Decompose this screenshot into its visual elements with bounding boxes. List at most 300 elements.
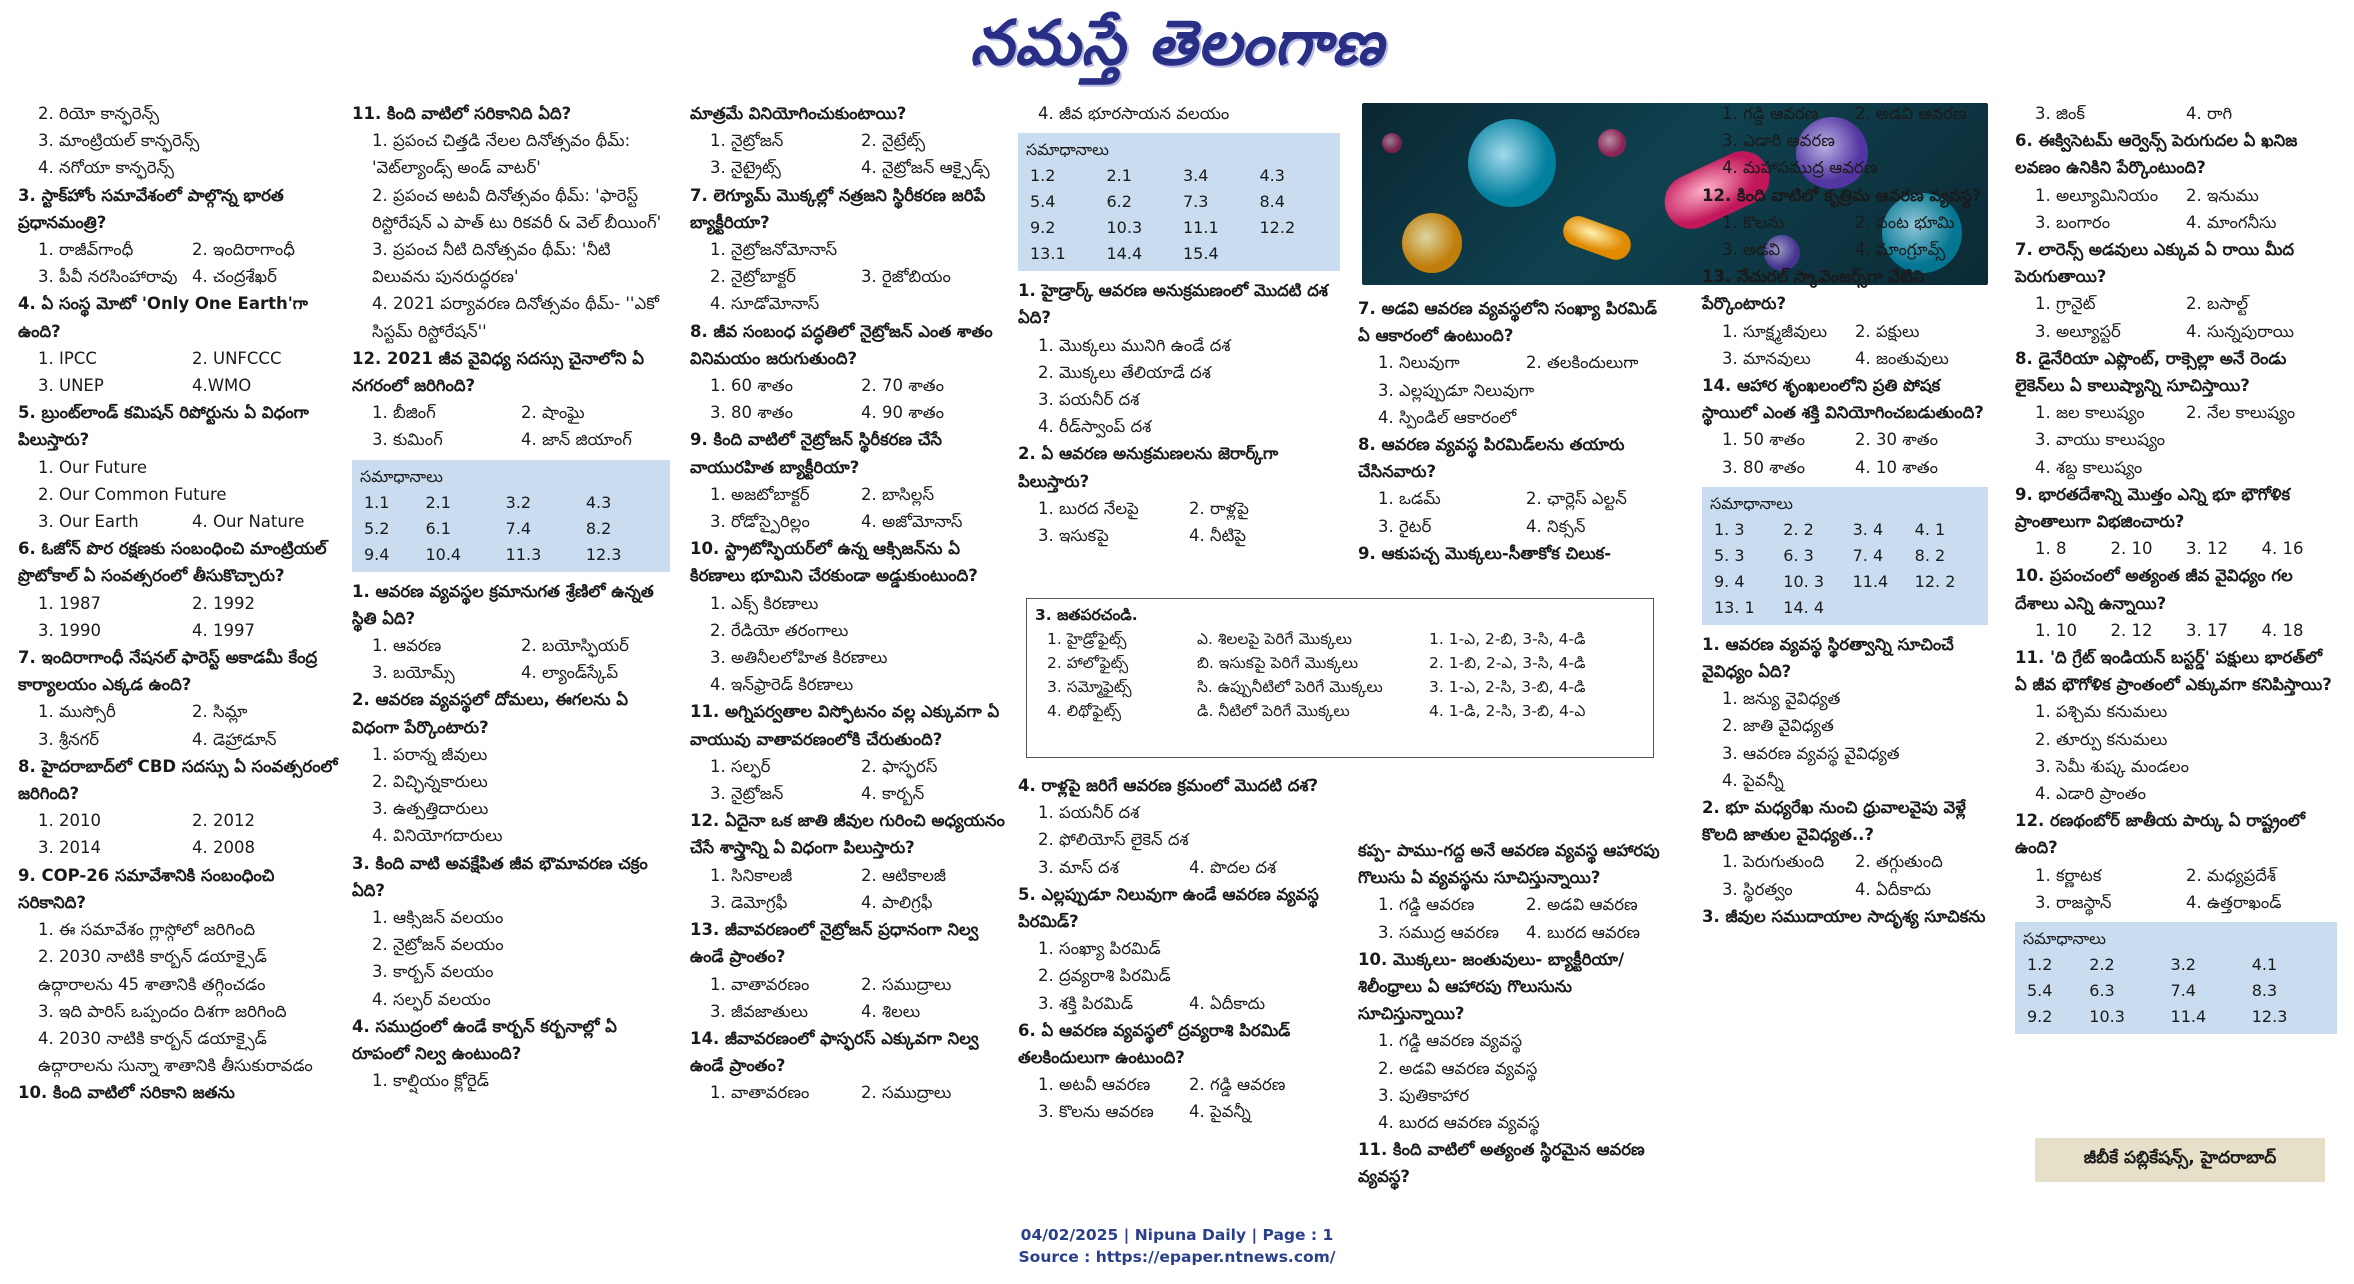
option-text: 3. శ్రీనగర్ (38, 729, 100, 749)
option-text: 3. కుమింగ్ (372, 430, 443, 450)
answer-key-cell (1911, 595, 1980, 621)
question-text: 2. ఏ ఆవరణ అనుక్రమణలను జెరార్క్‌గా పిలుస్తారు? (1018, 444, 1279, 491)
option-text: 2. విచ్ఛిన్నకారులు (372, 772, 488, 792)
answer-key-title: సమాధానాలు (1026, 140, 1109, 160)
question-text: 12. కింది వాటిలో కృత్రిమ ఆవరణ వ్యవస్థ? (1702, 185, 1982, 205)
option-text: 2. ఇందిరాగాంధీ (192, 240, 295, 260)
option-text: 1. పశ్చిమ కనుమలు (2035, 702, 2168, 722)
match-options-list (1417, 627, 1629, 723)
answer-key-cell: 4.3 (585, 492, 612, 512)
option-text: 2. పక్షులు (1855, 321, 1920, 341)
answer-key-cell: 11.3 (505, 544, 542, 564)
option-text: 3. అతినీలలోహిత కిరణాలు (710, 648, 888, 668)
answer-key-row (1710, 569, 1980, 595)
option-text: 1. సూక్ష్మజీవులు (1722, 321, 1828, 341)
match-item: 2. హాలోఫైట్స్ (1047, 654, 1129, 672)
option-text: 2. 70 శాతం (861, 376, 944, 396)
option-text: 1. సంఖ్యా పిరమిడ్ (1038, 939, 1161, 959)
option-text: 2. 30 శాతం (1855, 430, 1938, 450)
option-text: 1. గ్రానైట్ (2035, 294, 2096, 314)
question-text: 7. అడవి ఆవరణ వ్యవస్థలోని సంఖ్యా పిరమిడ్ ఏ ఆకారంలో ఉంటుంది? (1358, 299, 1657, 346)
option-row (2035, 617, 2337, 644)
option-text: 4. ఇన్‌ఫ్రారెడ్ కిరణాలు (710, 675, 854, 695)
option-text: 3. బంగారం (2035, 212, 2111, 232)
answer-key-cell: 14.4 (1106, 244, 1143, 264)
option-text: 4. 1997 (192, 620, 255, 640)
option-text: 3. కార్బన్ వలయం (372, 962, 494, 982)
option-row (2035, 209, 2337, 236)
question-text: 9. కింది వాటిలో నైట్రోజన్ స్థిరీకరణ చేసే వాయురహిత బ్యాక్టీరియా? (690, 430, 942, 477)
option-text: 1. 50 శాతం (1722, 430, 1805, 450)
match-item: 1. 1-ఎ, 2-బి, 3-సి, 4-డి (1429, 630, 1586, 648)
option-text: 4. మహాసముద్ర ఆవరణ (1722, 158, 1878, 178)
column-4-bottom (1018, 772, 1340, 1140)
option-text: 2. నైట్రోజన్ వలయం (372, 935, 504, 955)
answer-key-cell: 7. 4 (1852, 545, 1884, 565)
option-text: 3. పుతికాహార (1378, 1085, 1469, 1105)
answer-key-row (1710, 543, 1980, 569)
column-2 (352, 100, 670, 1140)
option-row (38, 508, 346, 535)
question-text: 9. COP-26 సమావేశానికి సంబంధించి సరికానిది? (18, 865, 275, 912)
answer-key-row (1026, 189, 1332, 215)
answer-key-row (1026, 241, 1332, 267)
option-text: 4. 16 (2261, 539, 2304, 559)
option-text: 3. మాంట్రియల్ కాన్ఫరెన్స్ (38, 131, 200, 151)
option-row (38, 263, 346, 290)
option-row (710, 862, 1012, 889)
option-text: 1. Our Future (38, 457, 148, 477)
option-text: 3. బయోమ్స్ (372, 663, 455, 683)
option-text: 1. మొక్కలు మునిగి ఉండే దశ (1038, 335, 1231, 355)
answer-key-cell: 6. 3 (1783, 545, 1814, 565)
answer-key-title: సమాధానాలు (2023, 929, 2106, 949)
option-row (38, 590, 346, 617)
question-text: 11. 'ది గ్రేట్ ఇండియన్ బస్టర్డ్' పక్షులు భారత్‌లో ఏ జీవ భౌగోళిక ప్రాంతంలో ఎక్కువగా కనిపిస్తాయి? (2015, 648, 2332, 695)
option-text: 4. ల్యాండ్‌స్కేప్ (521, 663, 619, 683)
option-text: 1. వాతావరణం (710, 1083, 810, 1103)
option-text: 1. అల్యూమినియం (2035, 185, 2159, 205)
column-3 (690, 100, 1012, 1140)
option-text: 3. ఎల్లప్పుడూ నిలువుగా (1378, 380, 1535, 400)
question-text: 8. ఆవరణ వ్యవస్థ పిరమిడ్‌లను తయారు చేసినవారు? (1358, 435, 1625, 482)
option-row (1722, 100, 1988, 127)
option-text: 4. పైవన్నీ (1189, 1102, 1251, 1122)
option-text: 1. జల కాలుష్యం (2035, 403, 2145, 423)
option-text: 4. బురద ఆవరణ (1526, 922, 1641, 942)
option-text: 2. 12 (2110, 620, 2153, 640)
option-text: 4. ఏదీకాదు (1855, 879, 1932, 899)
answer-key-title: సమాధానాలు (360, 466, 443, 486)
answer-key-cell: 4. 1 (1914, 519, 1946, 539)
option-row (38, 372, 346, 399)
option-text: 4. మాంగనీసు (2186, 212, 2277, 232)
option-row (710, 998, 1012, 1025)
match-item: సి. ఉప్పునీటిలో పెరిగే మొక్కలు (1197, 678, 1383, 696)
option-row (710, 889, 1012, 916)
option-text: 4. ఉత్తరాఖండ్ (2186, 892, 2282, 912)
option-text: 1. పెరుగుతుంది (1722, 852, 1825, 872)
option-row (2035, 535, 2337, 562)
answer-key-cell: 5.4 (2027, 981, 2053, 1001)
answer-key-cell: 6.1 (425, 518, 451, 538)
option-text: 1. రాజీవ్‌గాంధీ (38, 240, 134, 260)
option-text: 3. నైట్రైట్స్ (710, 158, 781, 178)
option-text: 2. UNFCCC (192, 348, 282, 368)
option-text: 2. నైట్రేట్స్ (861, 131, 926, 151)
option-text: 4. 2030 నాటికి కార్బన్ డయాక్సైడ్ ఉద్గారాలను సున్నా శాతానికి తీసుకురావడం (38, 1028, 313, 1076)
option-text: 3. ఇసుకపై (1038, 526, 1109, 546)
match-title: 3. జతపరచండి. (1035, 606, 1138, 624)
answer-key-cell: 9.2 (1030, 218, 1056, 238)
option-text: 2. అడవి ఆవరణ (1526, 895, 1638, 915)
option-text: 3. సముద్ర ఆవరణ (1378, 922, 1499, 942)
option-text: 3. రైజోబియం (861, 267, 951, 287)
answer-key-cell: 11.4 (2170, 1007, 2207, 1027)
option-text: 4. జీవ భూరసాయన వలయం (1038, 104, 1230, 123)
match-item: 2. 1-బి, 2-ఎ, 3-సి, 4-డి (1429, 654, 1586, 672)
option-row (1038, 990, 1340, 1017)
option-row (710, 399, 1012, 426)
answer-key-cell: 2.2 (2089, 955, 2115, 975)
answer-key-table (360, 490, 662, 568)
question-text: 9. ఆకుపచ్చ మొక్కలు-సీతాకోక చిలుక- (1358, 543, 1612, 563)
option-text: 1. సల్ఫర్ (710, 756, 771, 776)
option-text: 2. తలకిందులుగా (1526, 353, 1639, 373)
option-text: 1. 60 శాతం (710, 376, 793, 396)
answer-key-cell: 5.2 (364, 518, 390, 538)
question-text: 2. భూ మధ్యరేఖ నుంచి ధ్రువాలవైపు వెళ్లే కొలది జాతుల వైవిధ్యత..? (1702, 798, 1966, 845)
option-text: 3. Our Earth (38, 512, 139, 532)
answer-key-cell: 2. 2 (1783, 519, 1814, 539)
question-text: 1. ఆవరణ వ్యవస్థ స్థిరత్వాన్ని సూచించే వైవిధ్యం ఏది? (1702, 634, 1954, 682)
option-text: 4. 2008 (192, 838, 255, 858)
option-text: 3. UNEP (38, 376, 104, 396)
answer-key-cell: 5. 3 (1714, 545, 1745, 565)
option-text: 3. డెమోగ్రఫీ (710, 892, 788, 912)
option-row (38, 236, 346, 263)
answer-key-cell: 7.4 (505, 518, 532, 538)
option-text: 4. ఎడారి ప్రాంతం (2035, 784, 2146, 804)
question-text: 7. లెగ్యూమ్ మొక్కల్లో నత్రజని స్థిరీకరణ జరిపే బ్యాక్టీరియా? (690, 185, 986, 232)
match-question-box (1026, 598, 1654, 758)
option-text: 1. IPCC (38, 348, 97, 368)
option-row (2035, 182, 2337, 209)
option-text: 4. సల్ఫర్ వలయం (372, 989, 491, 1009)
option-text: 4. 18 (2261, 620, 2304, 640)
answer-key-cell (1849, 595, 1911, 621)
option-row (1722, 236, 1988, 263)
question-text: 10. మొక్కలు- జంతువులు- బ్యాక్టీరియా/శిలీంధ్రాలు ఏ ఆహారపు గొలుసును సూచిస్తున్నాయి? (1358, 949, 1625, 1024)
question-text: 12. రణథంబోర్ జాతీయ పార్కు ఏ రాష్ట్రంలో ఉంది? (2015, 811, 2306, 858)
answer-key-box (1018, 133, 1340, 271)
question-text: 7. ఇందిరాగాంధీ నేషనల్ ఫారెస్ట్ అకాడమీ కేంద్ర కార్యాలయం ఎక్కడ ఉంది? (18, 648, 318, 695)
answer-key-cell: 6.2 (1106, 192, 1132, 212)
question-text: 14. జీవావరణంలో ఫాస్ఫరస్ ఎక్కువగా నిల్వ ఉండే ప్రాంతం? (690, 1028, 979, 1076)
answer-key-cell: 4.3 (1259, 166, 1285, 186)
option-row (372, 426, 670, 453)
option-text: 4. పొదల దశ (1189, 857, 1277, 877)
option-text: 1. 2010 (38, 811, 101, 831)
option-text: 2. జాతి వైవిధ్యత (1722, 716, 1834, 736)
question-text: 2. ఆవరణ వ్యవస్థలో దోమలు, ఈగలను ఏ విధంగా పేర్కొంటారు? (352, 690, 629, 737)
answer-key-cell: 6.3 (2089, 981, 2115, 1001)
option-row (38, 617, 346, 644)
question-text: 10. కింది వాటిలో సరికాని జతను (18, 1083, 235, 1103)
match-mid-list (1197, 627, 1417, 723)
question-text: 14. ఆహార శృంఖలంలోని ప్రతి పోషక స్థాయిలో ఎంత శక్తి వినియోగించబడుతుంది? (1702, 376, 1984, 423)
option-text: 4. సూడోమోనాస్ (710, 294, 820, 314)
option-text: 2. సిమ్లా (192, 702, 248, 722)
option-text: 4. రీడ్‌స్వాంప్ దశ (1038, 417, 1152, 437)
option-text: 2. 2030 నాటికి కార్బన్ డయాక్సైడ్ ఉద్గారాలను 45 శాతానికి తగ్గించడం (38, 947, 267, 994)
option-text: 2. ప్రపంచ అటవీ దినోత్సవం థీమ్: 'ఫారెస్ట్ రిస్టోరేషన్ ఎ పాత్ టు రికవరీ & వెల్ బీయింగ్' (372, 185, 662, 232)
option-row (1038, 1071, 1340, 1098)
answer-key-cell: 8.2 (585, 518, 612, 538)
option-text: 1. అటవీ ఆవరణ (1038, 1075, 1151, 1095)
option-row (710, 481, 1012, 508)
question-text: 9. భారతదేశాన్ని మొత్తం ఎన్ని భూ భౌగోళిక ప్రాంతాలుగా విభజించారు? (2015, 484, 2291, 532)
option-text: 3. 80 శాతం (1722, 457, 1805, 477)
option-text: 2. మధ్యప్రదేశ్ (2186, 865, 2276, 885)
option-row (710, 508, 1012, 535)
option-text: 1. ఒడమ్ (1378, 489, 1441, 509)
question-text: 13. జీవావరణంలో నైట్రోజన్ ప్రధానంగా నిల్వ ఉండే ప్రాంతం? (690, 920, 979, 967)
option-text: 2. ఛార్లెస్ ఎల్టన్ (1526, 489, 1627, 509)
option-text: 1. ఎక్స్ కిరణాలు (710, 593, 819, 613)
option-text: 4. బురద ఆవరణ వ్యవస్థ (1378, 1113, 1540, 1133)
option-text: 3. ఆవరణ వ్యవస్థ వైవిధ్యత (1722, 743, 1900, 763)
option-row (2035, 862, 2337, 889)
option-row (2035, 399, 2337, 426)
option-text: 1. నిలువుగా (1378, 353, 1460, 373)
answer-key-cell: 12. 2 (1914, 571, 1956, 591)
answer-key-row (1026, 215, 1332, 241)
match-item: 3. సమ్మోఫైట్స్ (1047, 678, 1132, 696)
option-text: 3. 80 శాతం (710, 403, 793, 423)
option-text: 1. ఆక్సిజన్ వలయం (372, 908, 504, 928)
option-text: 2. ఫాస్ఫరస్ (861, 756, 938, 776)
answer-key-cell: 10. 3 (1783, 571, 1825, 591)
option-text: 2. అడవి ఆవరణ వ్యవస్థ (1378, 1058, 1538, 1078)
answer-key-cell: 4.1 (2251, 955, 2278, 975)
option-row (710, 971, 1012, 998)
option-text: 2. రేడియో తరంగాలు (710, 620, 849, 640)
option-text: 2. బయోస్ఫియర్ (521, 636, 629, 656)
answer-key-table (1710, 517, 1980, 621)
option-text: 2. నైట్రోబాక్టర్ (710, 267, 796, 287)
column-5 (1702, 100, 1988, 1140)
option-text: 3. 12 (2186, 539, 2228, 559)
option-text: 3. 1990 (38, 620, 101, 640)
masthead (0, 0, 2354, 100)
option-text: 2. మొక్కలు తేలియాడే దశ (1038, 362, 1211, 382)
question-text: 8. డైనేరియా ఎప్లొంట్, రాక్సెల్లా అనే రెండు లైకెన్‌లు ఏ కాలుష్యాన్ని సూచిస్తాయి? (2015, 348, 2287, 396)
option-text: 2. ఆటికాలజీ (861, 865, 946, 885)
option-text: 1. అజటోబాక్టర్ (710, 484, 810, 504)
option-text: 3. సెమీ శుష్క మండలం (2035, 756, 2189, 776)
option-text: 1. ఆవరణ (372, 636, 442, 656)
option-row (1722, 209, 1988, 236)
answer-key-row (2023, 952, 2329, 978)
match-item: ఎ. శిలలపై పెరిగే మొక్కలు (1197, 630, 1352, 648)
answer-key-cell: 1.1 (364, 492, 390, 512)
question-text: 3. స్టాక్‌హోం సమావేశంలో పాల్గొన్న భారత ప్రధానమంత్రి? (18, 185, 284, 232)
answer-key-box (1702, 487, 1988, 625)
answer-key-row (1710, 595, 1980, 621)
option-text: 4. అజోమోనాస్ (861, 512, 963, 532)
answer-key-cell: 3.4 (1183, 166, 1209, 186)
option-row (1722, 848, 1988, 875)
option-text: 3. అల్యూస్టర్ (2035, 321, 2121, 341)
publisher-credit: జీబీకే పబ్లికేషన్స్, హైదరాబాద్ (2035, 1138, 2325, 1182)
option-text: 3. పయనీర్ దశ (1038, 390, 1140, 410)
option-text: 4. సున్నపురాయి (2186, 321, 2294, 341)
option-text: 2. నేల కాలుష్యం (2186, 403, 2296, 423)
question-text: 11. కింది వాటిలో అత్యంత స్థిరమైన ఆవరణ వ్యవస్థ? (1358, 1140, 1645, 1187)
option-row (1722, 345, 1988, 372)
answer-key-cell: 9. 4 (1714, 571, 1745, 591)
question-text: 3. జీవుల సముదాయాల సాదృశ్య సూచికను (1702, 906, 1986, 926)
answer-key-table (2023, 952, 2329, 1030)
option-row (1722, 318, 1988, 345)
option-text: 4. పైవన్నీ (1722, 770, 1784, 790)
option-text: 1. పయనీర్ దశ (1038, 803, 1140, 823)
answer-key-row (2023, 978, 2329, 1004)
question-text: 12. 2021 జీవ వైవిధ్య సదస్సు చైనాలోని ఏ నగరంలో జరిగింది? (352, 348, 645, 396)
option-text: 3. మానవులు (1722, 348, 1811, 368)
option-row (1378, 349, 1674, 376)
answer-key-row (2023, 1004, 2329, 1030)
option-text: 4. శబ్ద కాలుష్యం (2035, 457, 2143, 477)
answer-key-cell: 1.2 (1030, 166, 1056, 186)
question-text: 11. కింది వాటిలో సరికానిది ఏది? (352, 104, 572, 123)
question-text: 11. అగ్నిపర్వతాల విస్ఫోటనం వల్ల ఎక్కువగా ఏ వాయువు వాతావరణంలోకి చేరుతుంది? (690, 702, 1000, 749)
option-text: 3. ఉత్పత్తిదారులు (372, 799, 489, 819)
option-row (372, 659, 670, 686)
option-text: 2. Our Common Future (38, 484, 227, 504)
option-text: 4. 10 శాతం (1855, 457, 1938, 477)
question-text: 4. సముద్రంలో ఉండే కార్బన్ కర్బనాల్లో ఏ రూపంలో నిల్వ ఉంటుంది? (352, 1016, 617, 1064)
option-text: 4. Our Nature (192, 512, 305, 532)
answer-key-cell: 8.4 (1259, 192, 1285, 212)
answer-key-cell: 9.2 (2027, 1007, 2053, 1027)
footer-source-line: Source : https://epaper.ntnews.com/ (1018, 1248, 1336, 1266)
option-text: 1. 8 (2035, 539, 2067, 559)
option-text: 2. పంట భూమి (1855, 212, 1955, 232)
match-item: 3. 1-ఎ, 2-సి, 3-బి, 4-డి (1429, 678, 1586, 696)
option-row (38, 345, 346, 372)
answer-key-cell: 3. 4 (1852, 519, 1884, 539)
option-row (710, 263, 1012, 290)
answer-key-cell: 10.3 (1106, 218, 1143, 238)
option-text: 4. నైట్రోజన్ ఆక్సైడ్స్ (861, 158, 990, 178)
page-footer (0, 1224, 2354, 1268)
match-item: డి. నీటిలో పెరిగే మొక్కలు (1197, 702, 1350, 720)
option-row (710, 780, 1012, 807)
option-text: 1. పరాన్న జీవులు (372, 744, 488, 764)
column-1 (18, 100, 346, 1140)
option-row (2035, 318, 2337, 345)
answer-key-cell: 7.4 (2170, 981, 2196, 1001)
answer-key-cell: 8.3 (2251, 981, 2278, 1001)
option-row (38, 807, 346, 834)
answer-key-box (2015, 922, 2337, 1034)
option-row (38, 726, 346, 753)
option-text: 3. పీవీ నరసింహారావు (38, 267, 178, 287)
answer-key-table (1026, 163, 1332, 267)
option-text: 4. డెహ్రాడూన్ (192, 729, 277, 749)
option-text: 2. సముద్రాలు (861, 1083, 952, 1103)
option-row (38, 698, 346, 725)
match-item: 1. హైడ్రోఫైట్స్ (1047, 630, 1127, 648)
option-row (1722, 876, 1988, 903)
option-text: 2. అడవి ఆవరణ (1855, 104, 1967, 123)
answer-key-cell: 10.3 (2089, 1007, 2125, 1027)
option-text: 4. జంతువులు (1855, 348, 1949, 368)
option-row (710, 154, 1012, 181)
column-6 (2015, 100, 2337, 1130)
option-text: 4. జాన్ జియాంగ్ (521, 430, 632, 450)
option-row (372, 632, 670, 659)
option-text: 1. కాల్షియం క్లోరైడ్ (372, 1071, 489, 1091)
question-text: మాత్రమే వినియోగించుకుంటాయి? (690, 104, 907, 123)
option-text: 1. జన్యు వైవిధ్యత (1722, 689, 1841, 709)
match-table (1035, 627, 1645, 723)
option-text: 2. తగ్గుతుంది (1855, 852, 1943, 872)
option-row (372, 399, 670, 426)
option-row (1722, 454, 1988, 481)
option-text: 2. ఫోలియోస్ లైకెన్ దశ (1038, 830, 1189, 850)
option-text: 2. బసాల్ట్ (2186, 294, 2249, 314)
question-text: 1. ఆవరణ వ్యవస్థల క్రమానుగత శ్రేణిలో ఉన్నత స్థితి ఏది? (352, 581, 654, 628)
option-row (710, 372, 1012, 399)
answer-key-cell: 15.4 (1183, 244, 1219, 264)
answer-key-cell: 3.2 (2170, 955, 2196, 975)
option-text: 3. రోడోస్పైరిల్లం (710, 512, 810, 532)
option-text: 1. నైట్రోజనోమోనాస్ (710, 240, 838, 260)
option-text: 4. శిలలు (861, 1001, 921, 1021)
answer-key-cell: 1.2 (2027, 955, 2053, 975)
answer-key-row (360, 542, 662, 568)
option-row (1038, 495, 1340, 522)
question-text: 10. ప్రపంచంలో అత్యంత జీవ వైవిధ్యం గల దేశాలు ఎన్ని ఉన్నాయి? (2015, 566, 2293, 613)
option-text: 3. రాజస్థాన్ (2035, 892, 2112, 912)
question-text: 6. ఓజోన్ పొర రక్షణకు సంబంధించి మాంట్రియల్ ప్రొటోకాల్ ఏ సంవత్సరంలో తీసుకొచ్చారు? (18, 539, 327, 586)
answer-key-row (360, 516, 662, 542)
option-text: 1. బురద నేలపై (1038, 498, 1139, 518)
answer-key-cell: 13.1 (1030, 244, 1066, 264)
option-text: 3. ఎడారి ఆవరణ (1722, 131, 1835, 151)
option-row (710, 1079, 1012, 1106)
question-text: 5. బ్రుంట్‌లాండ్ కమిషన్ రిపోర్టును ఏ విధంగా పిలుస్తారు? (18, 403, 309, 450)
answer-key-title: సమాధానాలు (1710, 493, 1793, 513)
answer-key-cell: 7.3 (1183, 192, 1209, 212)
answer-key-row (1710, 517, 1980, 543)
option-text: 1. బీజింగ్ (372, 403, 436, 423)
option-text: 3. 17 (2186, 620, 2228, 640)
question-text: 7. లారెన్స్ అడవులు ఎక్కువ ఏ రాయి మీద పెరుగుతాయి? (2015, 240, 2295, 287)
option-text: 1. 1987 (38, 593, 101, 613)
option-row (1378, 513, 1674, 540)
option-text: 3. కొలను ఆవరణ (1038, 1102, 1154, 1122)
question-text: 6. ఏ ఆవరణ వ్యవస్థలో ద్రవ్యరాశి పిరమిడ్ తలకిందులుగా ఉంటుంది? (1018, 1020, 1291, 1068)
option-text: 1. ముస్సోరీ (38, 702, 116, 722)
question-text: 6. ఈక్విసెటమ్ ఆర్వెన్స్ పెరుగుదల ఏ ఖనిజ లవణం ఉనికిని పేర్కొంటుంది? (2015, 131, 2298, 178)
option-text: 3. జింక్ (2035, 104, 2086, 123)
option-text: 3. వాయు కాలుష్యం (2035, 430, 2166, 450)
option-text: 2. రియో కాన్ఫరెన్స్ (38, 104, 160, 123)
